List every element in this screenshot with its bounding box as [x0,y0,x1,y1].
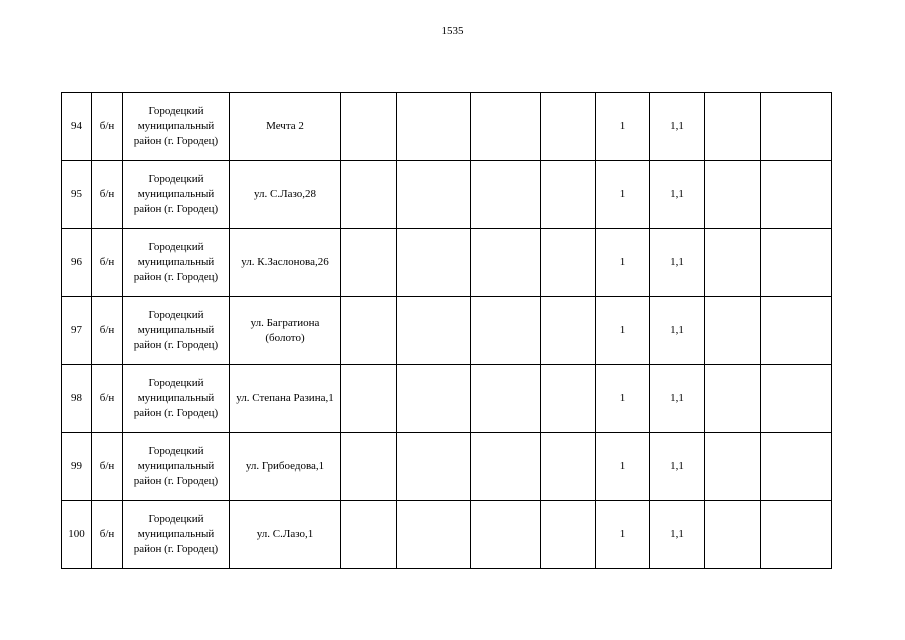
cell-c11 [705,365,761,433]
cell-c6 [397,161,471,229]
cell-c9: 1 [596,297,650,365]
cell-c5 [341,297,397,365]
cell-c6 [397,297,471,365]
cell-address: ул. Багратиона (болото) [230,297,341,365]
cell-c10: 1,1 [650,161,705,229]
cell-c9: 1 [596,161,650,229]
cell-code: б/н [92,501,123,569]
cell-c10: 1,1 [650,297,705,365]
cell-code: б/н [92,93,123,161]
cell-c5 [341,229,397,297]
cell-code: б/н [92,297,123,365]
cell-c5 [341,161,397,229]
cell-num: 96 [62,229,92,297]
cell-c11 [705,161,761,229]
cell-c9: 1 [596,229,650,297]
cell-district: Городецкий муниципальный район (г. Городец) [123,297,230,365]
cell-address: ул. С.Лазо,28 [230,161,341,229]
cell-c12 [761,501,832,569]
cell-c7 [471,501,541,569]
table-row [62,501,832,569]
table-row [62,161,832,229]
cell-c8 [541,161,596,229]
cell-c8 [541,501,596,569]
cell-c12 [761,365,832,433]
cell-c12 [761,297,832,365]
cell-c5 [341,93,397,161]
cell-c5 [341,433,397,501]
cell-c10: 1,1 [650,365,705,433]
cell-c8 [541,433,596,501]
cell-code: б/н [92,161,123,229]
cell-num: 97 [62,297,92,365]
cell-c7 [471,93,541,161]
cell-c11 [705,229,761,297]
cell-num: 95 [62,161,92,229]
cell-c7 [471,161,541,229]
cell-address: ул. Степана Разина,1 [230,365,341,433]
cell-c12 [761,93,832,161]
cell-c10: 1,1 [650,501,705,569]
cell-district: Городецкий муниципальный район (г. Городец) [123,433,230,501]
cell-c7 [471,297,541,365]
cell-c10: 1,1 [650,93,705,161]
cell-c7 [471,365,541,433]
table-row [62,365,832,433]
cell-district: Городецкий муниципальный район (г. Городец) [123,229,230,297]
cell-address: ул. Грибоедова,1 [230,433,341,501]
cell-district: Городецкий муниципальный район (г. Городец) [123,365,230,433]
cell-c11 [705,433,761,501]
registry-table [61,92,832,569]
cell-address: ул. С.Лазо,1 [230,501,341,569]
cell-c9: 1 [596,433,650,501]
cell-c9: 1 [596,501,650,569]
cell-c8 [541,297,596,365]
table-row [62,229,832,297]
table-row [62,297,832,365]
cell-c12 [761,161,832,229]
cell-code: б/н [92,365,123,433]
cell-c8 [541,365,596,433]
cell-address: ул. К.Заслонова,26 [230,229,341,297]
cell-c12 [761,433,832,501]
cell-c11 [705,297,761,365]
cell-c5 [341,365,397,433]
cell-c6 [397,365,471,433]
cell-c7 [471,229,541,297]
cell-district: Городецкий муниципальный район (г. Городец) [123,501,230,569]
cell-district: Городецкий муниципальный район (г. Городец) [123,93,230,161]
cell-code: б/н [92,229,123,297]
cell-c7 [471,433,541,501]
cell-c6 [397,229,471,297]
table-row [62,93,832,161]
cell-c5 [341,501,397,569]
cell-c8 [541,93,596,161]
cell-c9: 1 [596,365,650,433]
cell-c12 [761,229,832,297]
cell-c10: 1,1 [650,433,705,501]
cell-c10: 1,1 [650,229,705,297]
cell-district: Городецкий муниципальный район (г. Городец) [123,161,230,229]
cell-c6 [397,93,471,161]
page-number: 1535 [441,25,464,37]
cell-c9: 1 [596,93,650,161]
cell-num: 100 [62,501,92,569]
cell-c6 [397,433,471,501]
cell-num: 98 [62,365,92,433]
cell-c11 [705,93,761,161]
cell-num: 94 [62,93,92,161]
table-row [62,433,832,501]
cell-code: б/н [92,433,123,501]
cell-address: Мечта 2 [230,93,341,161]
cell-c6 [397,501,471,569]
cell-c8 [541,229,596,297]
cell-num: 99 [62,433,92,501]
cell-c11 [705,501,761,569]
